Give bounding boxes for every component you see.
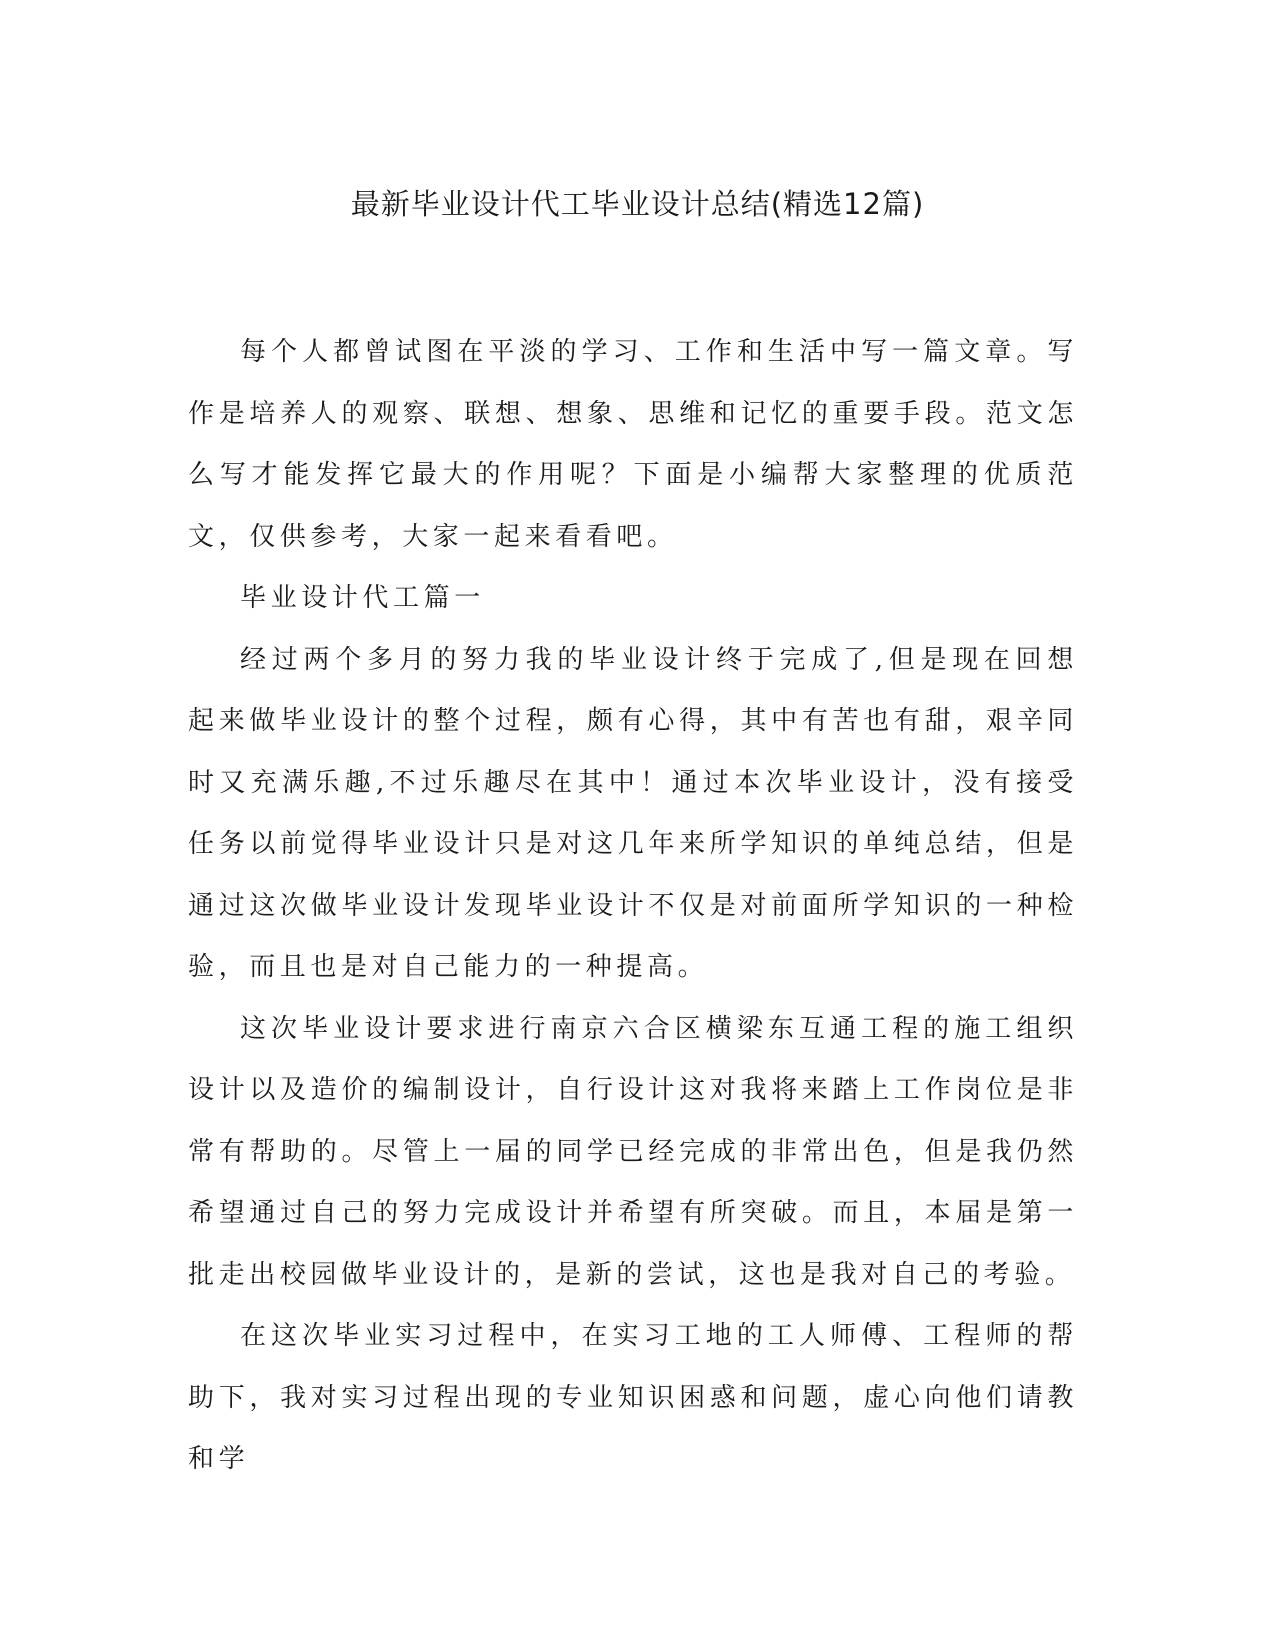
- section-heading: 毕业设计代工篇一: [240, 583, 485, 613]
- intro-paragraph: 每个人都曾试图在平淡的学习、工作和生活中写一篇文章。写作是培养人的观察、联想、想象、思维和记忆的重要手段。范文怎么写才能发挥它最大的作用呢？下面是小编帮大家整理的优质范文，仅供参考，大家一起来看看吧。: [188, 337, 1078, 552]
- document-body: [188, 322, 1078, 1491]
- body-paragraph: 这次毕业设计要求进行南京六合区横梁东互通工程的施工组织设计以及造价的编制设计，自行设计这对我将来踏上工作岗位是非常有帮助的。尽管上一届的同学已经完成的非常出色，但是我仍然希望通过自己的努力完成设计并希望有所突破。而且，本届是第一批走出校园做毕业设计的，是新的尝试，这也是我对自己的考验。: [188, 1013, 1078, 1290]
- body-paragraph: 经过两个多月的努力我的毕业设计终于完成了,但是现在回想起来做毕业设计的整个过程，颇有心得，其中有苦也有甜，艰辛同时又充满乐趣,不过乐趣尽在其中！通过本次毕业设计，没有接受任务以前觉得毕业设计只是对这几年来所学知识的单纯总结，但是通过这次做毕业设计发现毕业设计不仅是对前面所学知识的一种检验，而且也是对自己能力的一种提高。: [188, 644, 1078, 982]
- body-paragraph: 在这次毕业实习过程中，在实习工地的工人师傅、工程师的帮助下，我对实习过程出现的专业知识困惑和问题，虚心向他们请教和学: [188, 1321, 1078, 1474]
- document-title: 最新毕业设计代工毕业设计总结(精选12篇): [350, 187, 925, 221]
